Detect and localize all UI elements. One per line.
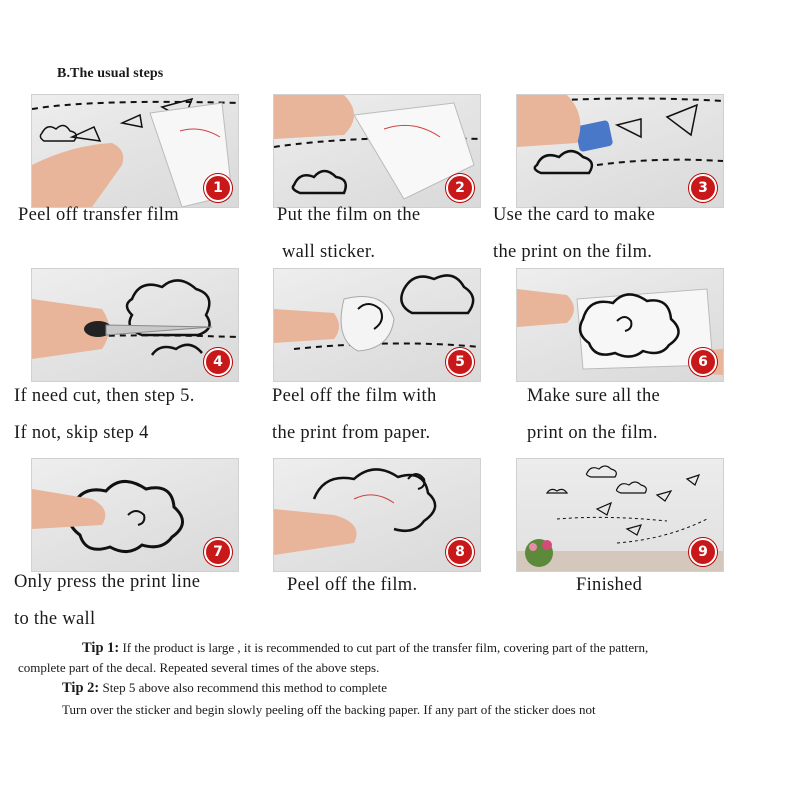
step-8-caption-line-1: Peel off the film.	[287, 575, 418, 595]
step-6-photo	[516, 268, 724, 382]
step-9-photo	[516, 458, 724, 572]
tip-2-text: Step 5 above also recommend this method to complete	[102, 680, 387, 695]
tip-2-line-2: Turn over the sticker and begin slowly peeling off the backing paper. If any part of the sticker does not	[62, 702, 596, 717]
step-number-badge: 8	[446, 538, 474, 566]
step-5-caption-line-2: the print from paper.	[272, 423, 431, 443]
tip-1-line-2: complete part of the decal. Repeated several times of the above steps.	[18, 660, 380, 675]
tip-2	[62, 680, 387, 696]
step-number-badge: 4	[204, 348, 232, 376]
tip-1-text: If the product is large , it is recommended to cut part of the transfer film, covering part of the pattern,	[122, 640, 649, 655]
step-4-caption-line-1: If need cut, then step 5.	[14, 386, 195, 406]
step-7-caption-line-1: Only press the print line	[14, 572, 201, 592]
step-7-photo	[31, 458, 239, 572]
tip-1-label: Tip 1:	[82, 640, 120, 656]
step-number-badge: 1	[204, 174, 232, 202]
step-3-caption-line-1: Use the card to make	[493, 205, 656, 225]
step-4-photo	[31, 268, 239, 382]
step-9-caption-line-1: Finished	[576, 575, 643, 595]
step-2-caption-line-2: wall sticker.	[282, 242, 376, 262]
step-3-caption-line-2: the print on the film.	[493, 242, 653, 262]
step-7-caption-line-2: to the wall	[14, 609, 96, 629]
step-2-photo	[273, 94, 481, 208]
step-4-caption-line-2: If not, skip step 4	[14, 423, 149, 443]
step-5-photo	[273, 268, 481, 382]
tip-2-label: Tip 2:	[62, 680, 100, 696]
step-number-badge: 9	[689, 538, 717, 566]
step-1-caption-line-1: Peel off transfer film	[18, 205, 179, 225]
step-6-caption-line-2: print on the film.	[527, 423, 658, 443]
section-heading: B.The usual steps	[57, 66, 164, 81]
step-2-caption-line-1: Put the film on the	[277, 205, 421, 225]
step-number-badge: 7	[204, 538, 232, 566]
step-number-badge: 5	[446, 348, 474, 376]
step-8-photo	[273, 458, 481, 572]
step-3-photo	[516, 94, 724, 208]
step-number-badge: 6	[689, 348, 717, 376]
step-1-photo	[31, 94, 239, 208]
step-number-badge: 3	[689, 174, 717, 202]
step-5-caption-line-1: Peel off the film with	[272, 386, 437, 406]
tip-1	[82, 640, 648, 656]
step-number-badge: 2	[446, 174, 474, 202]
step-6-caption-line-1: Make sure all the	[527, 386, 661, 406]
